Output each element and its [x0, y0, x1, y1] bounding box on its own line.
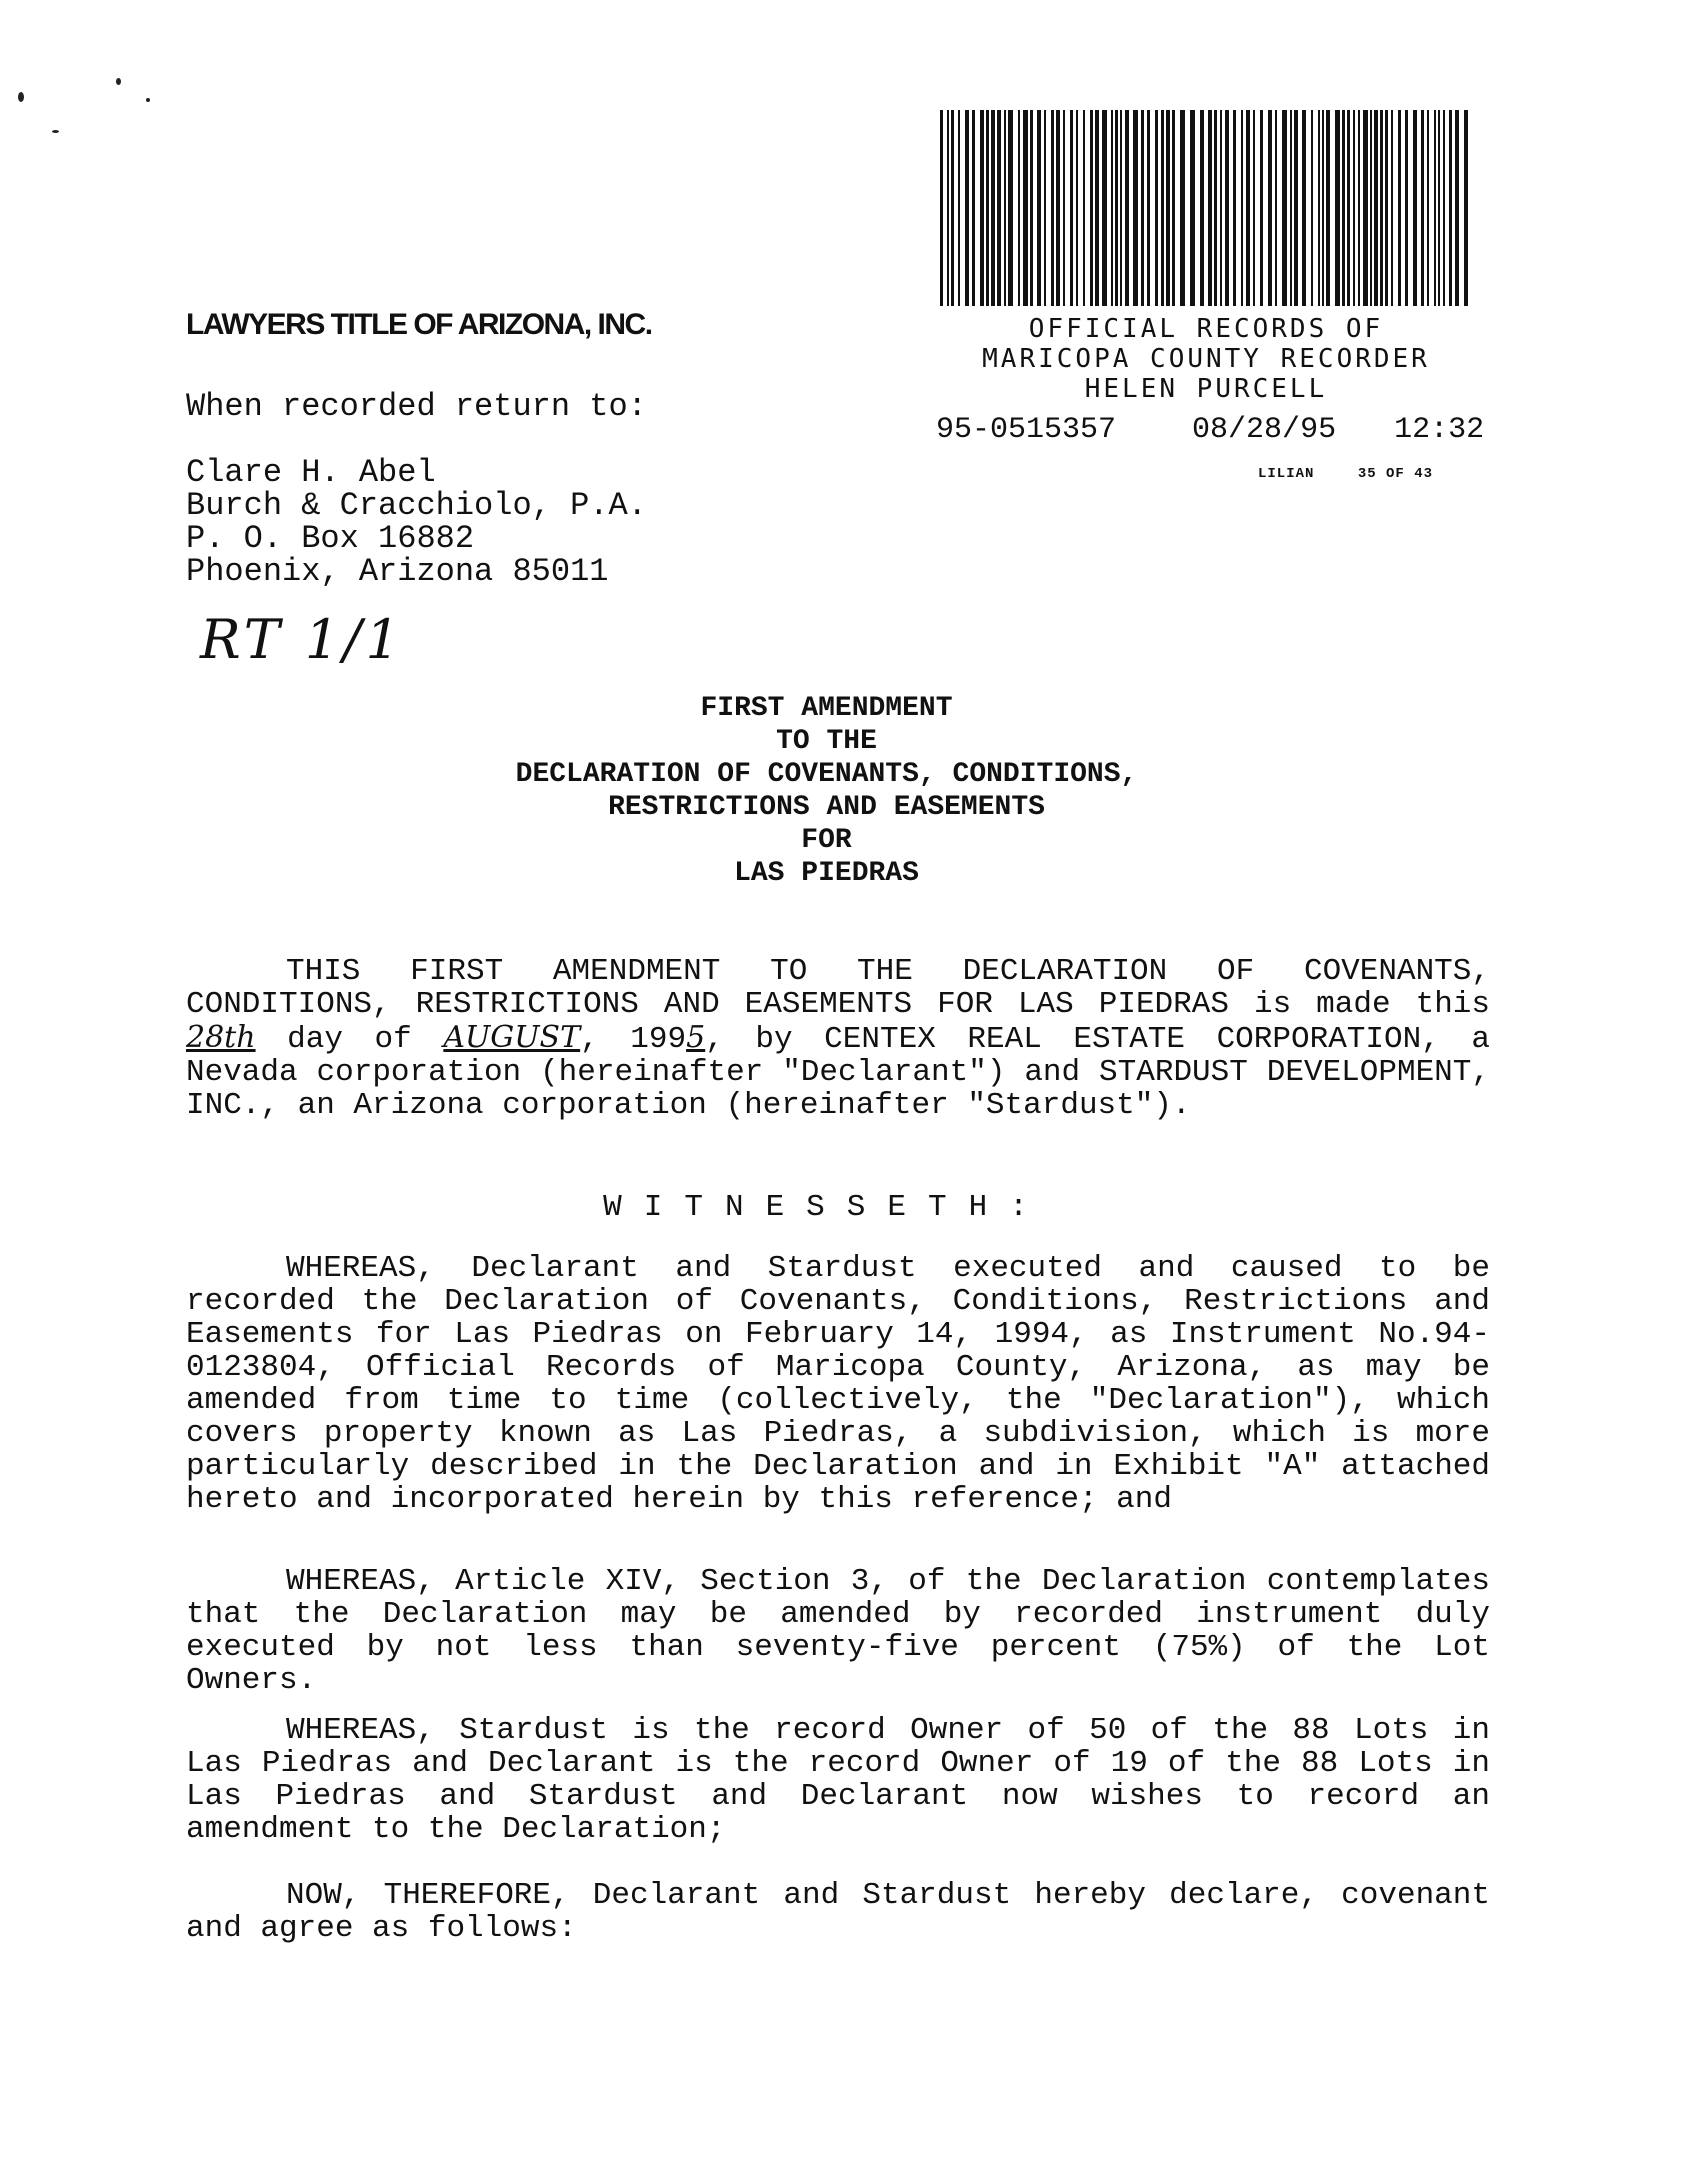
- barcode-bar: [1282, 110, 1287, 306]
- scan-speck: [146, 98, 150, 102]
- handwritten-note: RT 1/1: [200, 608, 404, 671]
- barcode-bar: [1268, 110, 1272, 306]
- barcode-bar: [1260, 110, 1263, 306]
- barcode-bar: [1246, 110, 1250, 306]
- barcode-bar: [965, 110, 969, 306]
- address-line: Phoenix, Arizona 85011: [186, 553, 609, 590]
- barcode-bar: [1374, 110, 1378, 306]
- recorder-line: OFFICIAL RECORDS OF: [1028, 314, 1384, 344]
- recording-details: [936, 413, 1484, 447]
- barcode-bar: [1464, 110, 1468, 306]
- scan-speck: [52, 130, 59, 133]
- scan-speck: [18, 92, 24, 102]
- barcode-bar: [1190, 110, 1195, 306]
- barcode-bar: [1326, 110, 1330, 306]
- barcode-bar: [1120, 110, 1122, 306]
- barcode-bar: [991, 110, 995, 306]
- title-line: FIRST AMENDMENT: [700, 693, 953, 724]
- page-info: 35 OF 43: [1357, 466, 1434, 482]
- barcode-bar: [1335, 110, 1340, 306]
- barcode-bar: [1090, 110, 1093, 306]
- barcode-bar: [1353, 110, 1355, 306]
- barcode-bar: [1076, 110, 1078, 306]
- barcode-bar: [972, 110, 975, 306]
- barcode-bar: [1161, 110, 1164, 306]
- now-therefore-paragraph: NOW, THEREFORE, Declarant and Stardust hereby declare, covenant and agree as follows:: [186, 1878, 1490, 1946]
- witnesseth-heading: WITNESSETH:: [603, 1190, 1050, 1225]
- barcode-bar: [958, 110, 960, 306]
- barcode-bar: [1155, 110, 1158, 306]
- handwritten-day: 28th: [186, 1020, 256, 1055]
- return-label: When recorded return to:: [186, 388, 647, 425]
- barcode-bar: [1102, 110, 1107, 306]
- recorder-stamp: [940, 314, 1472, 404]
- document-title: [0, 692, 1653, 890]
- barcode-bar: [1200, 110, 1204, 306]
- scan-speck: [116, 78, 121, 85]
- title-line: RESTRICTIONS AND EASEMENTS: [608, 792, 1045, 823]
- intro-text: , 199: [580, 1022, 687, 1057]
- barcode-bar: [1358, 110, 1360, 306]
- barcode-bar: [997, 110, 1001, 306]
- barcode-bar: [1008, 110, 1013, 306]
- barcode-bar: [1111, 110, 1113, 306]
- return-address: [186, 456, 647, 588]
- barcode-bar: [1070, 110, 1073, 306]
- barcode-bar: [1141, 110, 1144, 306]
- barcode-bar: [986, 110, 989, 306]
- handwritten-month: AUGUST: [443, 1020, 581, 1055]
- barcode-bar: [1147, 110, 1150, 306]
- intro-text: THIS FIRST AMENDMENT TO THE DECLARATION OF COVENANTS, CONDITIONS, RESTRICTIONS AND EASEMENTS FOR LAS PIEDRAS is made this: [186, 954, 1490, 1022]
- company-name: LAWYERS TITLE OF ARIZONA, INC.: [186, 308, 652, 341]
- title-line: LAS PIEDRAS: [734, 858, 919, 889]
- intro-text: , by CENTEX REAL ESTATE CORPORATION, a Nevada corporation (hereinafter "Declarant") and STARDUST DEVELOPMENT, INC., an Arizona corporation (hereinafter "Stardust").: [186, 1022, 1491, 1123]
- barcode-bar: [1347, 110, 1350, 306]
- title-line: TO THE: [776, 726, 877, 757]
- recorder-line: MARICOPA COUNTY RECORDER: [982, 344, 1430, 374]
- barcode-bar: [1342, 110, 1345, 306]
- barcode-bar: [1004, 110, 1006, 306]
- barcode-bar: [1208, 110, 1212, 306]
- barcode-bar: [980, 110, 984, 306]
- barcode-bar: [1225, 110, 1229, 306]
- barcode-bar: [1398, 110, 1401, 306]
- barcode-bar: [1391, 110, 1393, 306]
- recording-date: 08/28/95: [1192, 413, 1337, 447]
- barcode-bar: [1370, 110, 1372, 306]
- recording-time: 12:32: [1394, 413, 1485, 447]
- barcode-bar: [1220, 110, 1222, 306]
- title-line: FOR: [801, 825, 852, 856]
- barcode-bar: [1030, 110, 1033, 306]
- barcode-bar: [1051, 110, 1054, 306]
- barcode-bar: [1044, 110, 1046, 306]
- barcode-bar: [1253, 110, 1255, 306]
- barcode-bar: [1363, 110, 1368, 306]
- clerk-name: LILIAN: [1258, 466, 1315, 482]
- barcode-bar: [1083, 110, 1085, 306]
- barcode-bar: [1290, 110, 1292, 306]
- barcode-bar: [1063, 110, 1065, 306]
- barcode-bar: [1318, 110, 1320, 306]
- barcode-bar: [1405, 110, 1408, 306]
- barcode-bar: [1241, 110, 1243, 306]
- barcode-bar: [1311, 110, 1313, 306]
- title-line: DECLARATION OF COVENANTS, CONDITIONS,: [515, 759, 1138, 790]
- barcode-bar: [1294, 110, 1298, 306]
- recording-clerk-info: [1258, 466, 1433, 482]
- barcode-bar: [940, 110, 943, 306]
- barcode-bar: [1115, 110, 1118, 306]
- barcode-bar: [1125, 110, 1129, 306]
- barcode-bar: [1421, 110, 1424, 306]
- barcode-bar: [1380, 110, 1383, 306]
- barcode-bar: [1322, 110, 1324, 306]
- intro-paragraph: [186, 955, 1490, 1122]
- barcode-bar: [1023, 110, 1028, 306]
- barcode-bar: [1385, 110, 1388, 306]
- barcode-bar: [1302, 110, 1306, 306]
- barcode-bar: [1095, 110, 1099, 306]
- barcode-bar: [1233, 110, 1236, 306]
- barcode-bar: [1037, 110, 1041, 306]
- barcode-bar: [1455, 110, 1459, 306]
- address-line: P. O. Box 16882: [186, 520, 475, 557]
- barcode-bar: [1438, 110, 1440, 306]
- barcode-bar: [1427, 110, 1429, 306]
- barcode-bar: [1018, 110, 1020, 306]
- barcode-bar: [1275, 110, 1277, 306]
- recorder-line: HELEN PURCELL: [1084, 374, 1328, 404]
- barcode-bar: [1413, 110, 1417, 306]
- barcode-bar: [1133, 110, 1138, 306]
- whereas-paragraph-2: WHEREAS, Article XIV, Section 3, of the Declaration contemplates that the Declaration may be amended by recorded instrument duly executed by not less than seventy-five percent (75%) of the Lot Owners.: [186, 1564, 1490, 1698]
- barcode-bar: [1434, 110, 1436, 306]
- barcode-bar: [1172, 110, 1175, 306]
- barcode-bar: [1449, 110, 1452, 306]
- barcode-bar: [1214, 110, 1217, 306]
- address-line: Clare H. Abel: [186, 454, 436, 491]
- barcode-bar: [1166, 110, 1170, 306]
- barcode: [940, 110, 1472, 306]
- handwritten-year-digit: 5: [686, 1020, 706, 1055]
- barcode-bar: [1056, 110, 1060, 306]
- barcode-bar: [1443, 110, 1445, 306]
- barcode-bar: [947, 110, 949, 306]
- whereas-paragraph-3: WHEREAS, Stardust is the record Owner of 50 of the 88 Lots in Las Piedras and Declarant is the record Owner of 19 of the 88 Lots in Las Piedras and Stardust and Declarant now wishes to record an amendment to the Declaration;: [186, 1713, 1490, 1847]
- instrument-number: 95-0515357: [936, 413, 1117, 447]
- address-line: Burch & Cracchiolo, P.A.: [186, 487, 647, 524]
- barcode-bar: [1180, 110, 1185, 306]
- barcode-bar: [951, 110, 954, 306]
- whereas-paragraph-1: WHEREAS, Declarant and Stardust executed and caused to be recorded the Declaration of Covenants, Conditions, Restrictions and Easements for Las Piedras on February 14, 1994, as Instrument No.94-0123804, Official Records of Maricopa County, Arizona, as may be amended from time to time (collectively, the "Declaration"), which covers property known as Las Piedras, a subdivision, which is more particularly described in the Declaration and in Exhibit "A" attached hereto and incorporated herein by this reference; and: [186, 1251, 1490, 1517]
- intro-text: day of: [255, 1022, 444, 1057]
